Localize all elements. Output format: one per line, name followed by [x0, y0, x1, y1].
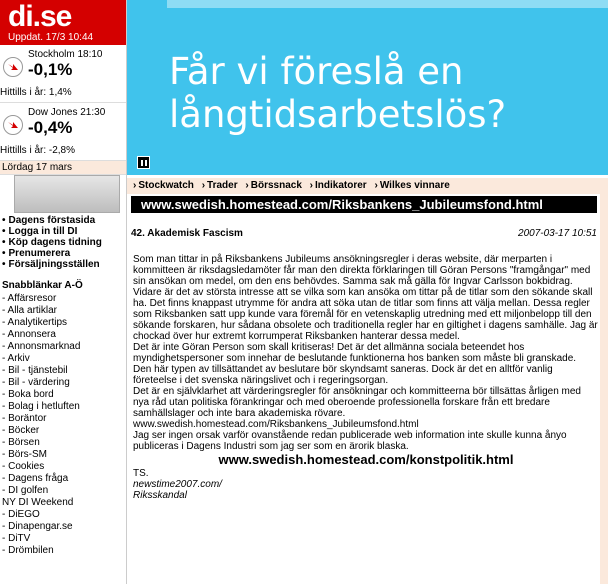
- post-link[interactable]: www.swedish.homestead.com/Riksbankens_Jubileumsfond.html: [133, 419, 419, 430]
- bullet-icon: •: [2, 237, 6, 248]
- bullet-icon: •: [2, 248, 6, 259]
- tab-wilkes[interactable]: Wilkes vinnare: [379, 180, 450, 191]
- quicklink-item[interactable]: - DiTV: [2, 533, 31, 544]
- nav-item-kop-tidning[interactable]: [2, 237, 126, 248]
- post-signature-link[interactable]: newstime2007.com/: [133, 479, 222, 490]
- quicklink-item[interactable]: - Analytikertips: [2, 317, 68, 328]
- site-logo[interactable]: [0, 0, 126, 45]
- quicklink-item[interactable]: - Arkiv: [2, 353, 30, 364]
- caret-icon: ›: [133, 180, 137, 191]
- banner-top-strip: [167, 0, 608, 8]
- post-title: 42. Akademisk Fascism: [131, 228, 243, 239]
- quicklink-item[interactable]: - DI golfen: [2, 485, 49, 496]
- tab-stockwatch[interactable]: Stockwatch: [138, 180, 194, 191]
- nav-label[interactable]: Köp dagens tidning: [8, 237, 102, 248]
- post-paragraph: Jag ser ingen orsak varför ovanstående redan publicerade web information inte skulle kunna ånyo publiceras i Dagens Industri som jag ser som en ärorik blaska.: [133, 430, 567, 452]
- logo-text[interactable]: di.se: [8, 0, 72, 33]
- nav-item-logga-in[interactable]: [2, 226, 126, 237]
- post-signature: TS.: [133, 468, 149, 479]
- caret-icon: ›: [309, 180, 314, 191]
- down-arrow-icon: [3, 115, 23, 135]
- quicklink-item[interactable]: - Dinapengar.se: [2, 521, 73, 532]
- post-paragraph: Det är inte Göran Person som skall kritiseras! Det är det allmänna sociala beteendet hos myndighetspersoner som innehar de beslutande funktionerna hos banken som måste bli granskade.: [133, 342, 577, 364]
- post-paragraph: Det är en självklarhet att värderingsregler för ansökningar och kommitteerna bör tillsättas årligen med nya råd utan politiska förankringar och med oberoende professionella forskare från ett bredare samhällslager och inte bara akademiska rövare.: [133, 386, 581, 419]
- quicklink-item[interactable]: - Annonsera: [2, 329, 56, 340]
- tab-indikatorer[interactable]: Indikatorer: [315, 180, 367, 191]
- nav-label[interactable]: Dagens förstasida: [8, 215, 96, 226]
- post-paragraph: Som man tittar in på Riksbankens Jubileums ansökningsregler i deras website, där merparten i kommitteen är riksdagsledamöter får man den direkta förklaringen till Göran Persons "framgångar" med sin ansökan om medel, om den ens behövdes. Samma sak må gälla för Ingvar Carlsson bokbidrag. Vidare är det av största intresse att se vilka som kan ansöka om tittar på de titlar som den sökande skall ha. Det finns knappast utrymme för andra att söka utan de titlar som finns att välja mellan. Dessa regler som Riksbanken satt upp kunde vara föremål för en vetenskaplig utredning med ett miljonbelopp till den sökande forskaren, hur sådana obsolete och traditionella regler har en giltighet i dagens samhälle. Jag är chockad över hur extremt korrumperat Riksbanken hanterar dessa medel.: [133, 254, 598, 342]
- quicklink-item[interactable]: - Boräntor: [2, 413, 47, 424]
- quicklink-item[interactable]: - Boka bord: [2, 389, 54, 400]
- bullet-icon: •: [2, 259, 6, 270]
- ticker-name: Dow Jones 21:30: [28, 107, 106, 118]
- caret-icon: ›: [201, 180, 206, 191]
- update-time: Uppdat. 17/3 10:44: [8, 32, 94, 43]
- quicklink-item[interactable]: - Börsen: [2, 437, 40, 448]
- nav-item-forstasida[interactable]: [2, 215, 126, 226]
- banner-headline-1: Får vi föreslå en: [169, 50, 464, 93]
- top-nav: [127, 178, 608, 194]
- quicklinks-list: [0, 293, 126, 557]
- quicklink-item[interactable]: NY DI Weekend: [2, 497, 74, 508]
- caret-icon: ›: [374, 180, 378, 191]
- ticker-dowjones[interactable]: [0, 103, 126, 161]
- quicklink-item[interactable]: - Bil - värdering: [2, 377, 70, 388]
- quicklinks-title: Snabblänkar A-Ö: [2, 280, 83, 291]
- ticker-ytd: Hittills i år: -2,8%: [0, 145, 76, 156]
- quicklink-item[interactable]: - Annonsmarknad: [2, 341, 81, 352]
- ticker-value: -0,4%: [28, 118, 73, 137]
- nav-item-forsaljning[interactable]: [2, 259, 126, 270]
- nav-label[interactable]: Prenumerera: [8, 248, 71, 259]
- post-header: [131, 226, 600, 240]
- post-signature-tag: Riksskandal: [133, 490, 187, 501]
- post-big-link[interactable]: www.swedish.homestead.com/konstpolitik.html: [218, 452, 514, 467]
- pause-icon[interactable]: [137, 156, 150, 169]
- quicklink-item[interactable]: - Bil - tjänstebil: [2, 365, 68, 376]
- banner-headline-2: långtidsarbetslös?: [169, 93, 507, 136]
- right-margin-strip: [600, 178, 608, 584]
- nav-label[interactable]: Försäljningsställen: [8, 259, 100, 270]
- caret-icon: ›: [245, 180, 249, 191]
- left-sidebar: [0, 0, 127, 584]
- ticker-stockholm[interactable]: [0, 45, 126, 103]
- quicklink-item[interactable]: - DiEGO: [2, 509, 40, 520]
- tab-trader[interactable]: Trader: [207, 180, 238, 191]
- post-timestamp: 2007-03-17 10:51: [518, 228, 597, 239]
- nav-label[interactable]: Logga in till DI: [8, 226, 78, 237]
- bullet-icon: •: [2, 226, 6, 237]
- main-nav: [0, 213, 126, 270]
- tab-borssnack[interactable]: Börssnack: [250, 180, 302, 191]
- quicklink-item[interactable]: - Cookies: [2, 461, 45, 472]
- promo-thumbnail[interactable]: [14, 175, 120, 213]
- quicklink-item[interactable]: - Drömbilen: [2, 545, 54, 556]
- quicklink-item[interactable]: - Börs-SM: [2, 449, 47, 460]
- down-arrow-icon: [3, 57, 23, 77]
- current-date: Lördag 17 mars: [0, 161, 126, 175]
- nav-item-prenumerera[interactable]: [2, 248, 126, 259]
- ticker-value: -0,1%: [28, 60, 73, 79]
- ticker-name: Stockholm 18:10: [28, 49, 103, 60]
- post-paragraph: Den här typen av tillsättandet av beslutare bör skyndsamt saneras. Dock är det en alltför vanlig företeelse i det svenska näringslivet och i regeringsorgan.: [133, 364, 553, 386]
- ticker-ytd: Hittills i år: 1,4%: [0, 87, 72, 98]
- quicklink-item[interactable]: - Affärsresor: [2, 293, 57, 304]
- quicklink-item[interactable]: - Böcker: [2, 425, 40, 436]
- url-banner[interactable]: www.swedish.homestead.com/Riksbankens_Jubileumsfond.html: [131, 196, 597, 213]
- quicklink-item[interactable]: - Alla artiklar: [2, 305, 58, 316]
- bullet-icon: •: [2, 215, 6, 226]
- quicklink-item[interactable]: - Bolag i hetluften: [2, 401, 80, 412]
- post-body: [133, 254, 599, 501]
- ad-banner[interactable]: [127, 0, 608, 175]
- quicklink-item[interactable]: - Dagens fråga: [2, 473, 69, 484]
